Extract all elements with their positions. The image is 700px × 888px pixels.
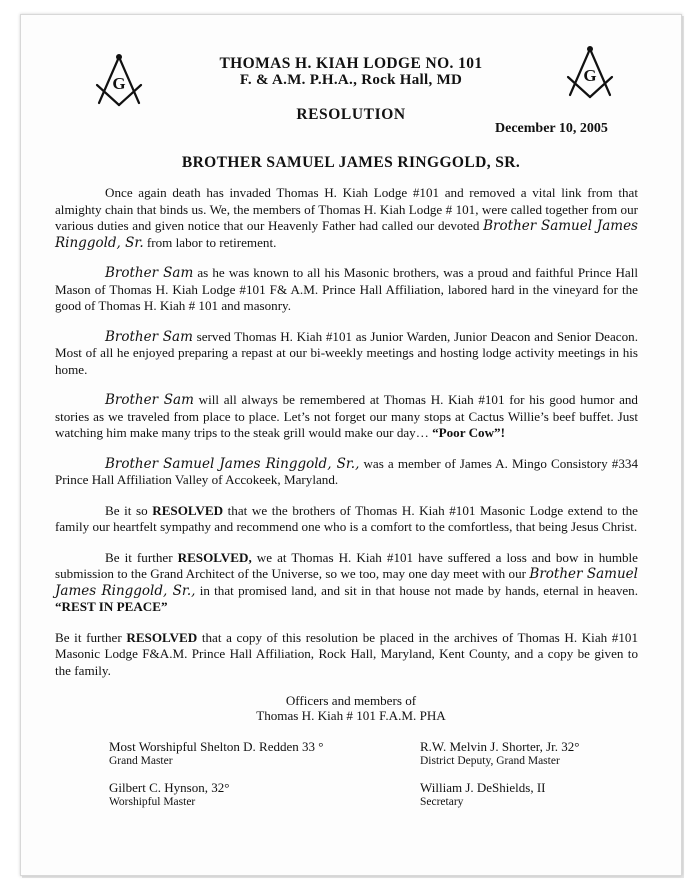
paragraph: Brother Sam as he was known to all his Masonic brothers, was a proud and faithful Prince Hall Mason of Thomas H. Kiah Lodge #101 F& A.M. Prince Hall Affiliation, labored hard in the vineyard for the good of Thomas H. Kiah # 101 and masonry.: [55, 265, 638, 313]
signatory-name: R.W. Melvin J. Shorter, Jr. 32°: [420, 739, 580, 754]
signatory: [420, 739, 579, 769]
closing-line: Officers and members of: [285, 693, 417, 708]
paragraph: Be it further RESOLVED that a copy of this resolution be placed in the archives of Thomas H. Kiah #101 Masonic Lodge F&A.M. Prince Hall Affiliation, Rock Hall, Maryland, Kent County, and a copy be given to the family.: [55, 629, 638, 678]
lodge-affiliation: F. & A.M. P.H.A., Rock Hall, MD: [239, 72, 463, 88]
closing-block: [21, 693, 681, 723]
signatory-name: Gilbert C. Hynson, 32°: [109, 780, 230, 795]
signatory-name: Most Worshipful Shelton D. Redden 33 °: [109, 739, 324, 754]
script-name: Brother Sam: [105, 265, 194, 281]
signatory-role: Secretary: [420, 796, 464, 808]
document-date: December 10, 2005: [495, 121, 608, 136]
signatory: [109, 780, 229, 810]
signatory-role: Grand Master: [109, 755, 173, 767]
paragraph: Brother Sam will all always be remembered at Thomas H. Kiah #101 for his good humor and stories as we traveled from place to place. Let’s not forget our many stops at Cactus Willie’s beef buffet. Just watching him make many trips to the steak grill would make our day… “Poor Cow”!: [55, 392, 638, 440]
closing-line: Thomas H. Kiah # 101 F.A.M. PHA: [256, 708, 446, 723]
paragraph: Be it further RESOLVED, we at Thomas H. Kiah #101 have suffered a loss and bow in humble submission to the Grand Architect of the Universe, so we too, may one day meet with our Brother Samuel James Ringgold, Sr., in that promised land, and sit in that house not made by hands, eternal in heaven. “REST IN PEACE”: [55, 549, 639, 614]
script-name: Brother Samuel James Ringgold, Sr.,: [105, 455, 360, 472]
emblem-letter: G: [583, 66, 597, 85]
lodge-name: THOMAS H. KIAH LODGE NO. 101: [219, 55, 483, 72]
emblem-letter: G: [112, 74, 126, 93]
document-page: [20, 14, 682, 876]
script-name: Brother Sam: [105, 392, 194, 408]
signatory-role: District Deputy, Grand Master: [420, 755, 560, 767]
signatory: [109, 739, 323, 769]
paragraph: Brother Sam served Thomas H. Kiah #101 as Junior Warden, Junior Deacon and Senior Deacon. Most of all he enjoyed preparing a repast at our bi-weekly meetings and hosting lodge activity meetings in his home.: [55, 328, 638, 377]
script-name: Brother Sam: [105, 328, 193, 345]
paragraph: Once again death has invaded Thomas H. Kiah Lodge #101 and removed a vital link from that almighty chain that binds us. We, the members of Thomas H. Kiah Lodge # 101, were called together from our various duties and given notice that our Heavenly Father had called our devoted Brother Samuel James Ringgold, Sr. from labor to retirement.: [55, 185, 638, 251]
resolution-body: [55, 185, 638, 685]
signatory: [420, 780, 546, 810]
document-title: RESOLUTION: [296, 106, 406, 123]
script-name: Brother Samuel James Ringgold, Sr.: [55, 218, 638, 251]
paragraph: Brother Samuel James Ringgold, Sr., was a member of James A. Mingo Consistory #334 Prince Hall Affiliation Valley of Accokeek, Maryland.: [55, 455, 638, 487]
signatory-role: Worshipful Master: [109, 796, 196, 808]
script-name: Brother Samuel James Ringgold, Sr.,: [55, 566, 638, 599]
signatory-name: William J. DeShields, II: [420, 780, 546, 795]
resolution-subject: BROTHER SAMUEL JAMES RINGGOLD, SR.: [181, 154, 521, 171]
paragraph: Be it so RESOLVED that we the brothers of Thomas H. Kiah #101 Masonic Lodge extend to the family our heartfelt sympathy and recommend one who is a comfort to the comfortless, that being Jesus Christ.: [55, 502, 638, 534]
